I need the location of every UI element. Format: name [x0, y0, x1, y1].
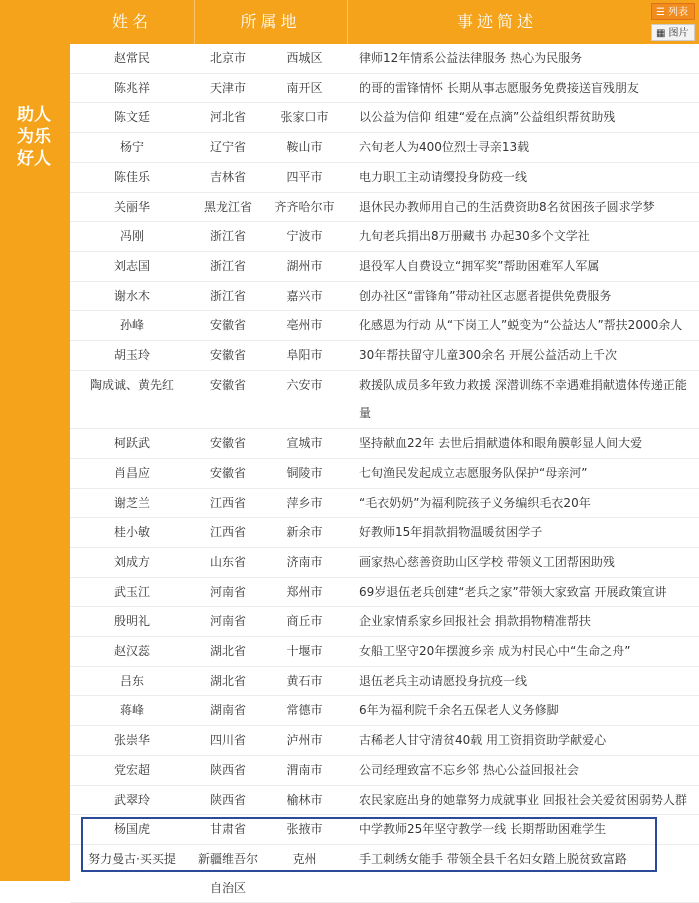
province-cell: 河南省 — [194, 607, 262, 637]
table-row — [70, 103, 699, 133]
honoree-name: 肖昌应 — [70, 458, 194, 488]
table-row — [70, 637, 699, 667]
honoree-name: 吕东 — [70, 666, 194, 696]
city-cell: 湖州市 — [262, 251, 347, 281]
city-cell: 宣城市 — [262, 429, 347, 459]
honoree-name: 孙峰 — [70, 311, 194, 341]
province-cell: 河南省 — [194, 577, 262, 607]
honoree-name: 柯跃武 — [70, 429, 194, 459]
deeds-cell: 律师12年情系公益法律服务 热心为民服务 — [347, 44, 699, 73]
deeds-cell: 创办社区“雷锋角”带动社区志愿者提供免费服务 — [347, 281, 699, 311]
province-cell: 安徽省 — [194, 429, 262, 459]
city-cell: 新余市 — [262, 518, 347, 548]
city-cell: 南开区 — [262, 73, 347, 103]
city-cell: 鞍山市 — [262, 133, 347, 163]
province-cell: 吉林省 — [194, 162, 262, 192]
table-row — [70, 251, 699, 281]
province-cell: 湖北省 — [194, 637, 262, 667]
grid-icon: ▦ — [656, 28, 666, 39]
city-cell: 黄石市 — [262, 666, 347, 696]
header-name: 姓名 — [111, 12, 152, 31]
deeds-cell: 六旬老人为400位烈士寻亲13载 — [347, 133, 699, 163]
deeds-cell: 好教师15年捐款捐物温暖贫困学子 — [347, 518, 699, 548]
province-cell: 黑龙江省 — [194, 192, 262, 222]
province-cell: 山东省 — [194, 547, 262, 577]
city-cell: 宁波市 — [262, 222, 347, 252]
deeds-cell: 七旬渔民发起成立志愿服务队保护“母亲河” — [347, 458, 699, 488]
city-cell: 十堰市 — [262, 637, 347, 667]
header-deeds: 事迹简述 — [456, 12, 537, 31]
honoree-name: 陈佳乐 — [70, 162, 194, 192]
honoree-name: 关丽华 — [70, 192, 194, 222]
selection-highlight — [81, 817, 657, 872]
deeds-cell: 坚持献血22年 去世后捐献遗体和眼角膜彰显人间大爱 — [347, 429, 699, 459]
city-cell: 齐齐哈尔市 — [262, 192, 347, 222]
province-cell: 新疆维吾尔自治区 — [194, 844, 262, 902]
table-row — [70, 341, 699, 371]
honoree-name: 刘志国 — [70, 251, 194, 281]
city-cell: 张掖市 — [262, 815, 347, 845]
province-cell: 天津市 — [194, 73, 262, 103]
province-cell: 浙江省 — [194, 281, 262, 311]
deeds-cell: 中学教师25年坚守教学一线 长期帮助困难学生 — [347, 815, 699, 845]
table-row — [70, 222, 699, 252]
city-cell: 渭南市 — [262, 755, 347, 785]
honoree-name: 赵汉蕊 — [70, 637, 194, 667]
province-cell: 安徽省 — [194, 370, 262, 428]
honoree-name: 谢水木 — [70, 281, 194, 311]
honoree-table — [70, 44, 699, 895]
deeds-cell: 退役军人自费设立“拥军奖”帮助困难军人军属 — [347, 251, 699, 281]
city-cell: 泸州市 — [262, 726, 347, 756]
province-cell: 甘肃省 — [194, 815, 262, 845]
table-row — [70, 458, 699, 488]
city-cell: 铜陵市 — [262, 458, 347, 488]
honoree-name: 陶成诚、黄先红 — [70, 370, 194, 428]
deeds-cell: 6年为福利院千余名五保老人义务修脚 — [347, 696, 699, 726]
table-row — [70, 488, 699, 518]
table-row — [70, 311, 699, 341]
province-cell: 浙江省 — [194, 222, 262, 252]
city-cell: 萍乡市 — [262, 488, 347, 518]
honoree-name: 努力曼古·买买提 — [70, 844, 194, 902]
city-cell: 郑州市 — [262, 577, 347, 607]
table-row — [70, 726, 699, 756]
list-view-label: 列表 — [667, 7, 688, 18]
deeds-cell: 农民家庭出身的她靠努力成就事业 回报社会关爱贫困弱势人群 — [347, 785, 699, 815]
city-cell: 阜阳市 — [262, 341, 347, 371]
table-row — [70, 133, 699, 163]
table-row — [70, 281, 699, 311]
honoree-name: 刘成方 — [70, 547, 194, 577]
city-cell: 榆林市 — [262, 785, 347, 815]
province-cell: 江西省 — [194, 518, 262, 548]
honoree-name: 赵常民 — [70, 44, 194, 73]
deeds-cell: 九旬老兵捐出8万册藏书 办起30多个文学社 — [347, 222, 699, 252]
honoree-name: 胡玉玲 — [70, 341, 194, 371]
deeds-cell: 救援队成员多年致力救援 深潜训练不幸遇难捐献遗体传递正能量 — [347, 370, 699, 428]
deeds-cell: 30年帮扶留守儿童300余名 开展公益活动上千次 — [347, 341, 699, 371]
city-cell: 六安市 — [262, 370, 347, 428]
city-cell: 张家口市 — [262, 103, 347, 133]
honoree-name: 张崇华 — [70, 726, 194, 756]
deeds-cell: 化感恩为行动 从“下岗工人”蜕变为“公益达人”帮扶2000余人 — [347, 311, 699, 341]
province-cell: 湖北省 — [194, 666, 262, 696]
honoree-name: 杨国虎 — [70, 815, 194, 845]
table-row — [70, 785, 699, 815]
category-title: 助人为乐好人 — [17, 105, 51, 169]
deeds-cell: 退休民办教师用自己的生活费资助8名贫困孩子圆求学梦 — [347, 192, 699, 222]
province-cell: 安徽省 — [194, 458, 262, 488]
honoree-name: 冯刚 — [70, 222, 194, 252]
honoree-name: 武翠玲 — [70, 785, 194, 815]
province-cell: 河北省 — [194, 103, 262, 133]
deeds-cell: 企业家情系家乡回报社会 捐款捐物精准帮扶 — [347, 607, 699, 637]
table-row — [70, 696, 699, 726]
province-cell: 北京市 — [194, 44, 262, 73]
deeds-cell: 古稀老人甘守清贫40载 用工资捐资助学献爱心 — [347, 726, 699, 756]
table-row — [70, 666, 699, 696]
city-cell: 亳州市 — [262, 311, 347, 341]
table-row — [70, 192, 699, 222]
province-cell: 辽宁省 — [194, 133, 262, 163]
honoree-name: 桂小敏 — [70, 518, 194, 548]
province-cell: 安徽省 — [194, 341, 262, 371]
deeds-cell: 的哥的雷锋情怀 长期从事志愿服务免费接送盲残朋友 — [347, 73, 699, 103]
honoree-name: 武玉江 — [70, 577, 194, 607]
honoree-name: 杨宁 — [70, 133, 194, 163]
province-cell: 陕西省 — [194, 785, 262, 815]
province-cell: 安徽省 — [194, 311, 262, 341]
province-cell: 陕西省 — [194, 755, 262, 785]
city-cell: 嘉兴市 — [262, 281, 347, 311]
deeds-cell: 画家热心慈善资助山区学校 带领义工团帮困助残 — [347, 547, 699, 577]
deeds-cell: 69岁退伍老兵创建“老兵之家”带领大家致富 开展政策宣讲 — [347, 577, 699, 607]
table-row — [70, 44, 699, 73]
image-view-label: 图片 — [668, 28, 689, 39]
deeds-cell: 公司经理致富不忘乡邻 热心公益回报社会 — [347, 755, 699, 785]
table-row — [70, 73, 699, 103]
province-cell: 湖南省 — [194, 696, 262, 726]
city-cell: 商丘市 — [262, 607, 347, 637]
honoree-name: 党宏超 — [70, 755, 194, 785]
deeds-cell: 电力职工主动请缨投身防疫一线 — [347, 162, 699, 192]
city-cell: 西城区 — [262, 44, 347, 73]
city-cell: 常德市 — [262, 696, 347, 726]
province-cell: 浙江省 — [194, 251, 262, 281]
table-row — [70, 429, 699, 459]
honoree-name: 殷明礼 — [70, 607, 194, 637]
honoree-name: 陈兆祥 — [70, 73, 194, 103]
honoree-name: 陈文廷 — [70, 103, 194, 133]
list-view-button[interactable] — [651, 3, 695, 20]
table-row — [70, 547, 699, 577]
province-cell: 四川省 — [194, 726, 262, 756]
header-location: 所属地 — [240, 12, 301, 31]
table-row — [70, 755, 699, 785]
image-view-button[interactable] — [651, 24, 695, 41]
table-header — [70, 0, 699, 44]
province-cell: 江西省 — [194, 488, 262, 518]
table-row — [70, 518, 699, 548]
city-cell: 四平市 — [262, 162, 347, 192]
deeds-cell: 以公益为信仰 组建“爱在点滴”公益组织帮贫助残 — [347, 103, 699, 133]
list-icon: ☰ — [656, 7, 665, 18]
deeds-cell: 女船工坚守20年摆渡乡亲 成为村民心中“生命之舟” — [347, 637, 699, 667]
city-cell: 济南市 — [262, 547, 347, 577]
deeds-cell: 退伍老兵主动请愿投身抗疫一线 — [347, 666, 699, 696]
honoree-name: 蒋峰 — [70, 696, 194, 726]
table-row — [70, 162, 699, 192]
deeds-cell: “毛衣奶奶”为福利院孩子义务编织毛衣20年 — [347, 488, 699, 518]
table-row — [70, 370, 699, 428]
table-row — [70, 577, 699, 607]
city-cell: 克州 — [262, 844, 347, 902]
table-row — [70, 607, 699, 637]
deeds-cell: 手工刺绣女能手 带领全县千名妇女踏上脱贫致富路 — [347, 844, 699, 902]
honoree-name: 谢芝兰 — [70, 488, 194, 518]
